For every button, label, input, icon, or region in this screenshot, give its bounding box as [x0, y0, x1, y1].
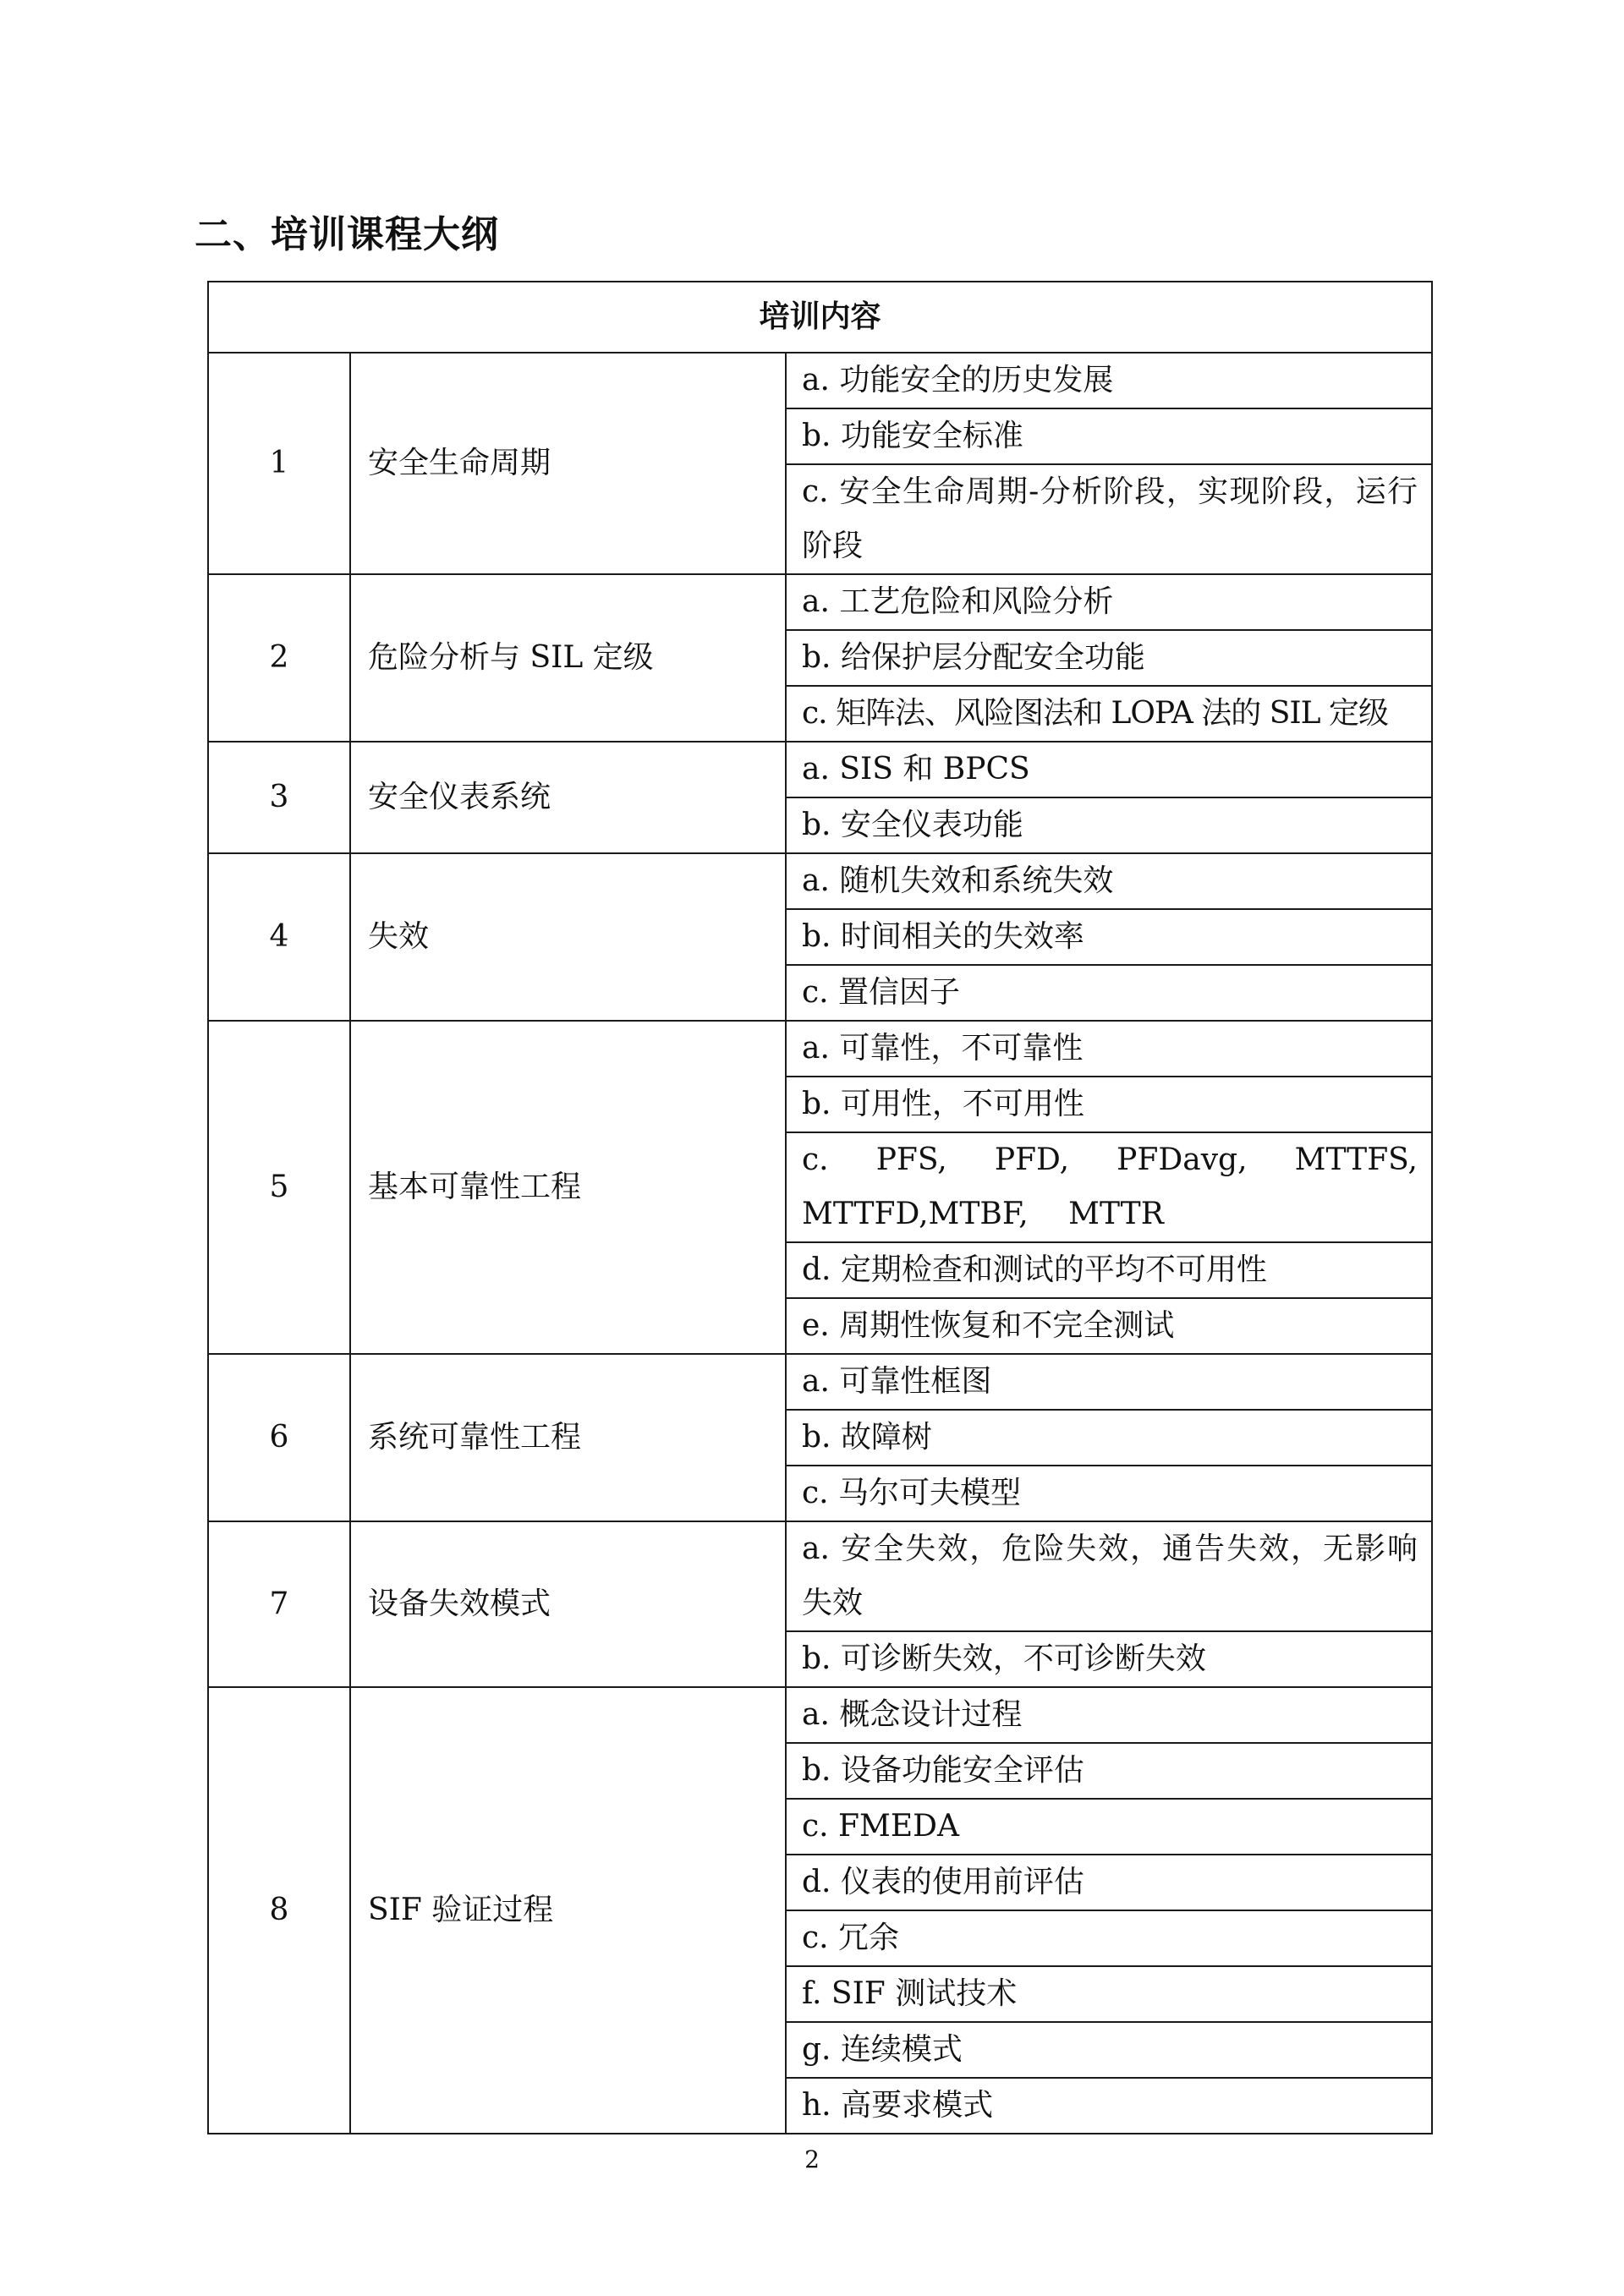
table-row [208, 1021, 1432, 1077]
course-item: d. 定期检查和测试的平均不可用性 [786, 1242, 1432, 1298]
course-item: a. 功能安全的历史发展 [786, 353, 1432, 408]
module-name: 安全生命周期 [350, 353, 786, 574]
table-header-row [208, 282, 1432, 353]
course-item: h. 高要求模式 [786, 2078, 1432, 2134]
course-item: g. 连续模式 [786, 2022, 1432, 2078]
module-number: 1 [208, 353, 350, 574]
module-name: 系统可靠性工程 [350, 1354, 786, 1521]
course-item: a. 可靠性框图 [786, 1354, 1432, 1410]
section-title: 二、培训课程大纲 [195, 213, 499, 256]
table-row [208, 853, 1432, 909]
table-row [208, 574, 1432, 630]
module-name: SIF 验证过程 [350, 1687, 786, 2134]
module-name: 基本可靠性工程 [350, 1021, 786, 1354]
course-item: a. 概念设计过程 [786, 1687, 1432, 1743]
module-number: 4 [208, 853, 350, 1021]
course-item: c. 冗余 [786, 1910, 1432, 1966]
page-number: 2 [804, 2145, 820, 2173]
module-number: 2 [208, 574, 350, 742]
module-number: 3 [208, 742, 350, 853]
training-outline-table [207, 281, 1433, 2134]
course-item: d. 仪表的使用前评估 [786, 1855, 1432, 1910]
course-item: b. 设备功能安全评估 [786, 1743, 1432, 1799]
course-item: b. 给保护层分配安全功能 [786, 630, 1432, 686]
course-item: c. FMEDA [786, 1799, 1432, 1855]
course-item: a. 安全失效，危险失效，通告失效，无影响失效 [786, 1521, 1432, 1631]
course-item: b. 故障树 [786, 1410, 1432, 1466]
course-item: a. 随机失效和系统失效 [786, 853, 1432, 909]
course-item: b. 可用性，不可用性 [786, 1077, 1432, 1132]
course-item: a. SIS 和 BPCS [786, 742, 1432, 797]
table-row [208, 1521, 1432, 1631]
module-name: 安全仪表系统 [350, 742, 786, 853]
module-number: 6 [208, 1354, 350, 1521]
table-row [208, 742, 1432, 797]
course-item: c. 安全生命周期-分析阶段，实现阶段，运行阶段 [786, 464, 1432, 574]
module-number: 8 [208, 1687, 350, 2134]
module-name: 设备失效模式 [350, 1521, 786, 1687]
course-item: a. 可靠性，不可靠性 [786, 1021, 1432, 1077]
course-item: b. 功能安全标准 [786, 408, 1432, 464]
table-row [208, 353, 1432, 408]
course-item: c. 马尔可夫模型 [786, 1466, 1432, 1521]
module-number: 5 [208, 1021, 350, 1354]
course-item: b. 时间相关的失效率 [786, 909, 1432, 965]
course-item: b. 可诊断失效，不可诊断失效 [786, 1631, 1432, 1687]
module-number: 7 [208, 1521, 350, 1687]
course-item: c. 置信因子 [786, 965, 1432, 1021]
table-row [208, 1354, 1432, 1410]
module-name: 失效 [350, 853, 786, 1021]
course-item: c. PFS, PFD, PFDavg, MTTFS, MTTFD,MTBF, MTTR [786, 1132, 1432, 1242]
course-item: b. 安全仪表功能 [786, 797, 1432, 853]
module-name: 危险分析与 SIL 定级 [350, 574, 786, 742]
course-item: f. SIF 测试技术 [786, 1966, 1432, 2022]
course-item: a. 工艺危险和风险分析 [786, 574, 1432, 630]
course-item: c. 矩阵法、风险图法和 LOPA 法的 SIL 定级 [786, 686, 1432, 742]
table-row [208, 1687, 1432, 1743]
course-item: e. 周期性恢复和不完全测试 [786, 1298, 1432, 1354]
table-header: 培训内容 [208, 282, 1432, 353]
